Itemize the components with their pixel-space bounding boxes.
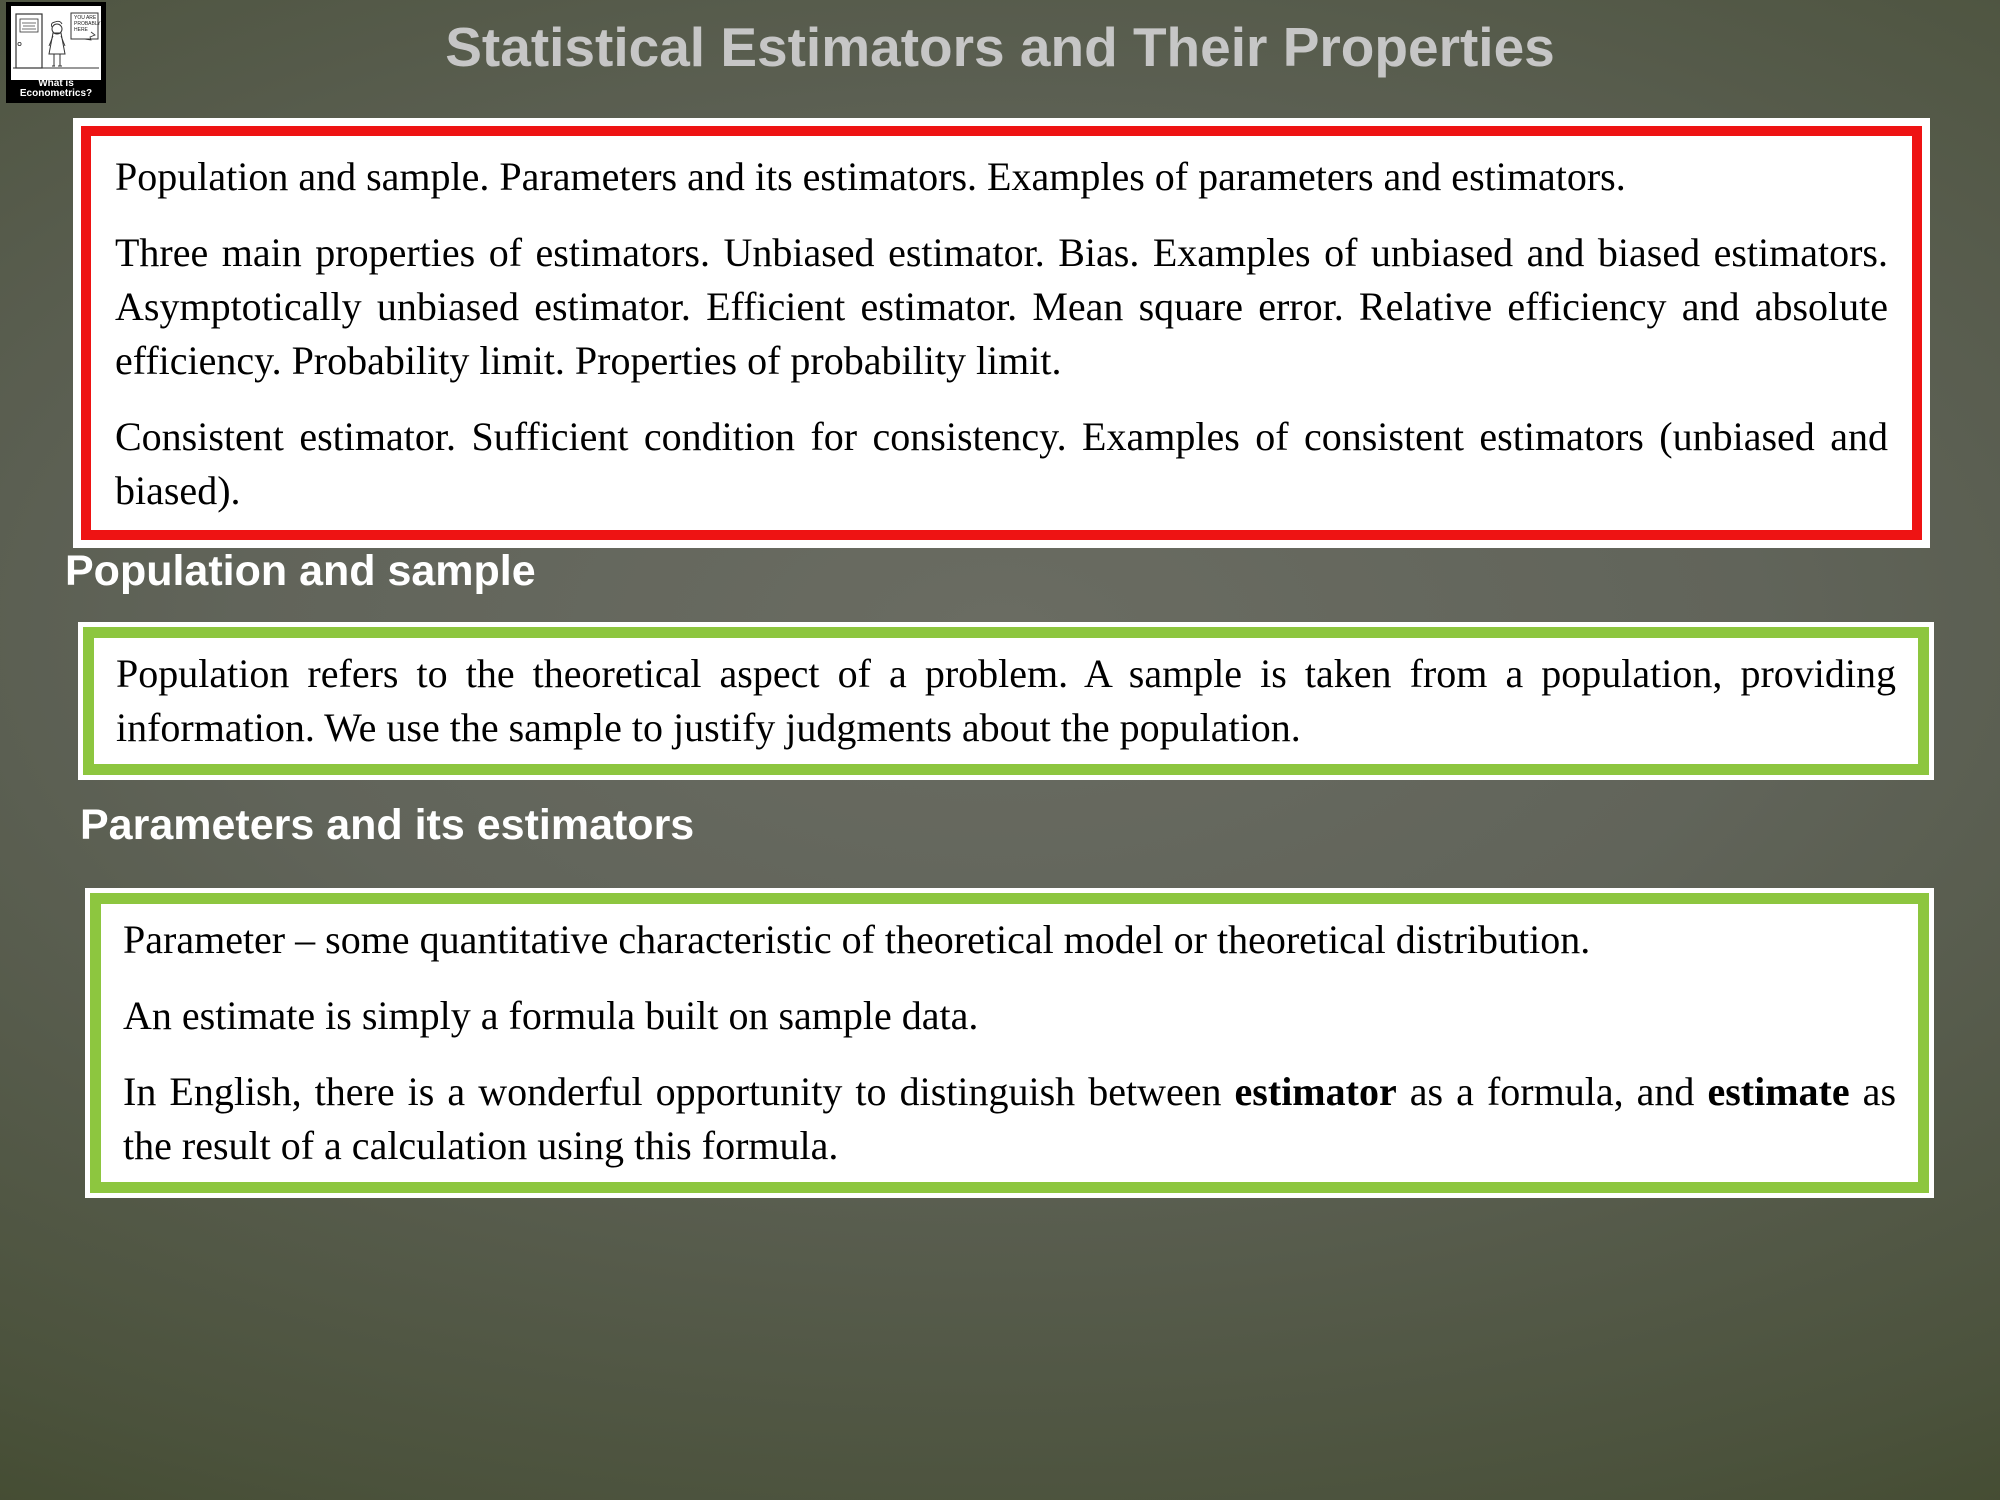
parameters-estimators-content [90,893,1929,1193]
population-sample-content [83,627,1929,775]
estimator-vs-estimate-text [123,1065,1896,1173]
estimator-vs-estimate-part1: In English, there is a wonderful opportunity to distinguish between [123,1069,1235,1114]
estimate-bold-term: estimate [1707,1069,1850,1114]
topic-paragraph-2: Three main properties of estimators. Unbiased estimator. Bias. Examples of unbiased and biased estimators. Asymptotically unbiased estimator. Efficient estimator. Mean square error. Relative efficiency and absolute efficiency. Probability limit. Properties of probability limit. [115,230,1888,383]
sign-line-2: PROBABLY [74,21,101,27]
topic-overview-content [81,126,1922,540]
topic-paragraph-1: Population and sample. Parameters and its estimators. Examples of parameters and estimators. [115,154,1626,199]
estimator-vs-estimate-part3: as the result of a calculation using this formula. [123,1069,1897,1168]
population-sample-panel [78,622,1934,780]
parameter-definition-text: Parameter – some quantitative characteristic of theoretical model or theoretical distribution. [123,917,1591,962]
estimator-bold-term: estimator [1234,1069,1397,1114]
sign-line-1: YOU ARE [74,15,97,21]
topic-overview-panel [73,118,1930,548]
cartoon-caption: What is Econometrics? [19,78,93,99]
section-heading-population-and-sample: Population and sample [65,547,536,595]
estimator-vs-estimate-part2: as a formula, and [1396,1069,1708,1114]
section-heading-parameters-estimators: Parameters and its estimators [80,801,695,849]
sign-line-3: HERE [74,27,88,33]
estimate-definition-text: An estimate is simply a formula built on sample data. [123,993,979,1038]
page-title: Statistical Estimators and Their Properties [445,16,1555,78]
parameters-estimators-panel [85,888,1934,1198]
population-sample-text: Population refers to the theoretical aspect of a problem. A sample is taken from a population, providing information. We use the sample to justify judgments about the population. [116,651,1896,750]
topic-paragraph-3: Consistent estimator. Sufficient condition for consistency. Examples of consistent estimators (unbiased and biased). [115,414,1888,513]
